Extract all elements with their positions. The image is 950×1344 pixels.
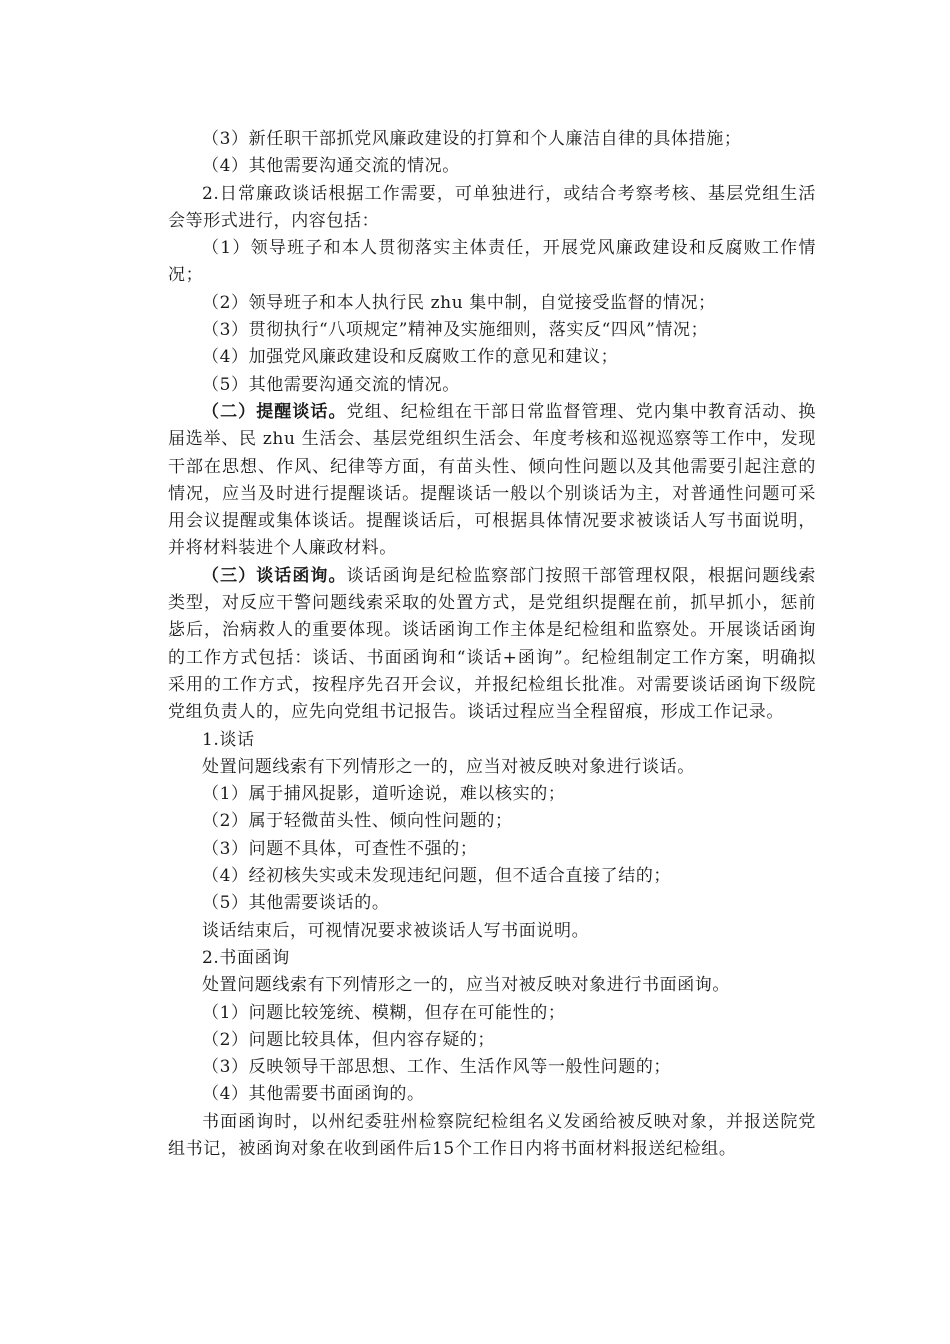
section-reminder-talk	[168, 399, 816, 563]
paragraph-daily-item-2: （2）领导班子和本人执行民 zhu 集中制，自觉接受监督的情况；	[202, 292, 716, 313]
paragraph-inquiry-item-2: （2）问题比较具体，但内容存疑的；	[202, 1029, 496, 1050]
paragraph-talk-item-5: （5）其他需要谈话的。	[202, 893, 390, 914]
document-page	[168, 126, 816, 1163]
paragraph-talk-item-4: （4）经初核失实或未发现违纪问题，但不适合直接了结的；	[202, 866, 672, 887]
paragraph-talk-item-2: （2）属于轻微苗头性、倾向性问题的；	[202, 811, 513, 832]
section-talk-inquiry	[168, 563, 816, 727]
paragraph-new-cadre-plan: （3）新任职干部抓党风廉政建设的打算和个人廉洁自律的具体措施；	[202, 129, 742, 149]
paragraph-other-communication-1: （4）其他需要沟通交流的情况。	[202, 156, 460, 177]
paragraph-daily-item-5: （5）其他需要沟通交流的情况。	[202, 374, 460, 395]
paragraph-talk-conditions: 处置问题线索有下列情形之一的，应当对被反映对象进行谈话。	[202, 756, 695, 777]
subheading-talk: 1.谈话	[202, 729, 255, 750]
paragraph-talk-item-3: （3）问题不具体，可查性不强的；	[202, 838, 478, 859]
paragraph-talk-item-1: （1）属于捕风捉影，道听途说，难以核实的；	[202, 784, 566, 805]
paragraph-inquiry-item-1: （1）问题比较笼统、模糊，但存在可能性的；	[202, 1002, 566, 1023]
paragraph-inquiry-conditions: 处置问题线索有下列情形之一的，应当对被反映对象进行书面函询。	[202, 975, 730, 996]
paragraph-daily-item-4: （4）加强党风廉政建设和反腐败工作的意见和建议；	[202, 347, 619, 368]
section-body: 党组、纪检组在干部日常监督管理、党内集中教育活动、换届选举、民 zhu 生活会、基层党组织生活会、年度考核和巡视巡察等工作中，发现干部在思想、作风、纪律等方面，有苗头性、倾向性问题以及其他需要引起注意的情况，应当及时进行提醒谈话。提醒谈话一般以个别谈话为主，对普通性问题可采用会议提醒或集体谈话。提醒谈话后，可根据具体情况要求被谈话人写书面说明，并将材料装进个人廉政材料。	[168, 401, 816, 559]
section-heading: （二）提醒谈话。	[202, 401, 347, 422]
paragraph-inquiry-item-4: （4）其他需要书面函询的。	[202, 1084, 425, 1105]
section-heading: （三）谈话函询。	[202, 565, 347, 586]
subheading-written-inquiry: 2.书面函询	[202, 947, 290, 968]
paragraph-inquiry-item-3: （3）反映领导干部思想、工作、生活作风等一般性问题的；	[202, 1057, 672, 1078]
paragraph-daily-talk-intro: 2.日常廉政谈话根据工作需要，可单独进行，或结合考察考核、基层党组生活会等形式进行，内容包括：	[168, 183, 816, 231]
paragraph-daily-item-1: （1）领导班子和本人贯彻落实主体责任，开展党风廉政建设和反腐败工作情况；	[168, 238, 816, 286]
paragraph-talk-after: 谈话结束后，可视情况要求被谈话人写书面说明。	[202, 920, 590, 941]
paragraph-daily-item-3: （3）贯彻执行“八项规定”精神及实施细则，落实反“四风”情况；	[202, 320, 709, 341]
paragraph-inquiry-procedure: 书面函询时，以州纪委驻州检察院纪检组名义发函给被反映对象，并报送院党组书记，被函询对象在收到函件后15个工作日内将书面材料报送纪检组。	[168, 1111, 816, 1159]
section-body: 谈话函询是纪检监察部门按照干部管理权限，根据问题线索类型，对反应干警问题线索采取的处置方式，是党组织提醒在前，抓早抓小，惩前毖后，治病救人的重要体现。谈话函询工作主体是纪检组和监察处。开展谈话函询的工作方式包括：谈话、书面函询和“谈话+函询”。纪检组制定工作方案，明确拟采用的工作方式，按程序先召开会议，并报纪检组长批准。对需要谈话函询下级院党组负责人的，应先向党组书记报告。谈话过程应当全程留痕，形成工作记录。	[168, 565, 816, 723]
